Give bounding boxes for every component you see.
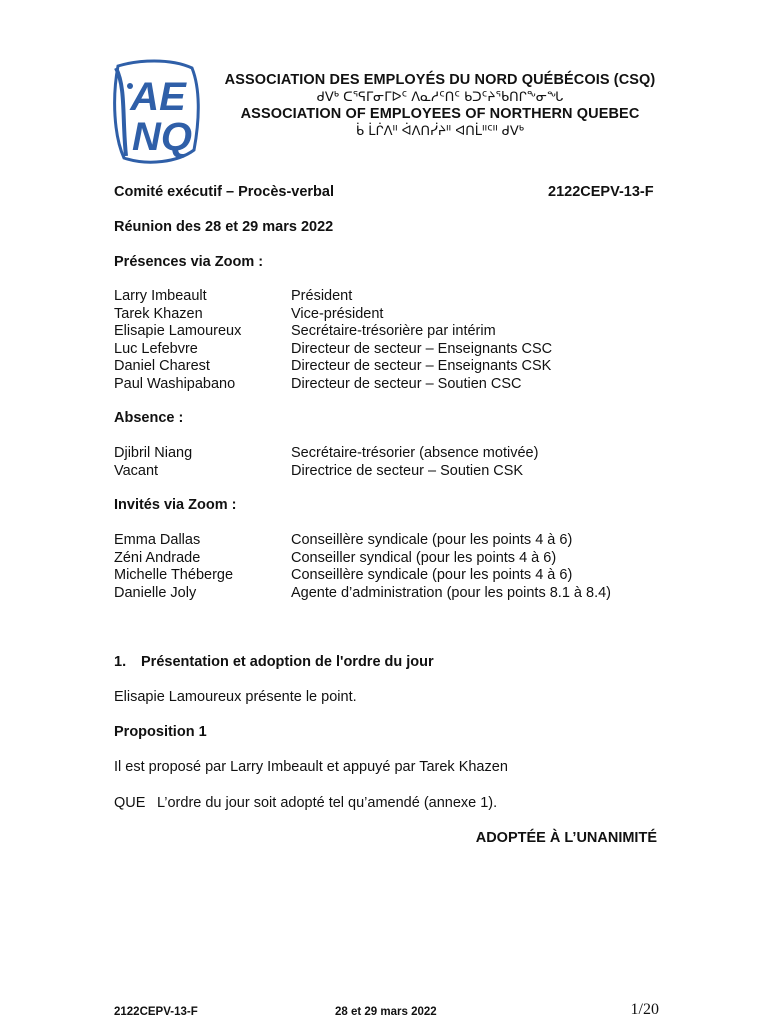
footer-code: 2122CEPV-13-F (114, 1006, 198, 1018)
association-header (190, 72, 690, 140)
invites-heading: Invités via Zoom : (114, 497, 237, 513)
presence-name: Elisapie Lamoureux (114, 323, 242, 340)
absence-names (114, 445, 192, 480)
absence-heading: Absence : (114, 410, 184, 426)
presence-name: Paul Washipabano (114, 375, 236, 392)
footer-date: 28 et 29 mars 2022 (335, 1006, 437, 1018)
invites-names (114, 532, 233, 602)
invite-name: Danielle Joly (114, 584, 197, 601)
section-number: 1. (114, 654, 127, 670)
presence-name: Luc Lefebvre (114, 340, 198, 357)
presences-roles (291, 288, 552, 394)
presence-role: Secrétaire-trésorière par intérim (291, 323, 496, 340)
presences-names (114, 288, 241, 394)
document-code: 2122CEPV-13-F (548, 184, 654, 200)
header-line-en: ASSOCIATION OF EMPLOYEES OF NORTHERN QUEBEC (240, 106, 640, 122)
header-line-cree: ᑳ ᒫᒌᐱᐦ ᐋᐱᑎᓰᔨᐦ ᐊᑎᒫᐦᑦᐦ ᑯᐯᒃ (355, 124, 525, 139)
presence-role: Directeur de secteur – Enseignants CSC (291, 340, 553, 357)
invite-name: Emma Dallas (114, 532, 201, 548)
absence-role: Directrice de secteur – Soutien CSK (291, 462, 524, 479)
committee-title: Comité exécutif – Procès-verbal (114, 184, 335, 200)
invites-roles (291, 532, 611, 602)
absence-name: Vacant (114, 462, 159, 479)
section-title: Présentation et adoption de l'ordre du jour (141, 654, 434, 670)
que-text: L’ordre du jour soit adopté tel qu’amendé (annexe 1). (157, 795, 498, 811)
invite-role: Conseillère syndicale (pour les points 4 à 6) (291, 532, 573, 548)
presence-name: Tarek Khazen (114, 305, 203, 322)
invite-name: Zéni Andrade (114, 549, 201, 566)
presenter-text: Elisapie Lamoureux présente le point. (114, 689, 357, 705)
presence-name: Daniel Charest (114, 358, 210, 375)
proposition-label: Proposition 1 (114, 724, 207, 740)
absence-name: Djibril Niang (114, 445, 193, 461)
adoption-result: ADOPTÉE À L’UNANIMITÉ (475, 830, 657, 846)
page-number: 1/20 (630, 1001, 659, 1018)
meeting-date: Réunion des 28 et 29 mars 2022 (114, 219, 334, 235)
presence-name: Larry Imbeault (114, 288, 207, 304)
presence-role: Vice-président (291, 305, 384, 322)
absence-roles (291, 445, 538, 480)
proposed-text: Il est proposé par Larry Imbeault et appuyé par Tarek Khazen (114, 759, 508, 775)
absence-role: Secrétaire-trésorier (absence motivée) (291, 445, 539, 461)
que-label: QUE (114, 795, 146, 811)
presence-role: Directeur de secteur – Enseignants CSK (291, 358, 552, 375)
svg-text:AE: AE (130, 75, 186, 119)
invite-role: Conseillère syndicale (pour les points 4 à 6) (291, 567, 573, 584)
invite-name: Michelle Théberge (114, 567, 234, 584)
invite-role: Conseiller syndical (pour les points 4 à 6) (291, 549, 557, 566)
invite-role: Agente d’administration (pour les points 8.1 à 8.4) (291, 584, 611, 601)
svg-text:NQ: NQ (132, 115, 192, 159)
header-line-fr: ASSOCIATION DES EMPLOYÉS DU NORD QUÉBÉCOIS (CSQ) (224, 72, 656, 88)
presence-role: Directeur de secteur – Soutien CSC (291, 375, 522, 392)
header-line-inuktitut: ᑯᐯᒃ ᑕᕐᕋᒥᓂᒥᐅᑦ ᐱᓇᓱᑦᑎᑦ ᑲᑐᑦᔨᖃᑎᒋᖕᓂᖓ (316, 90, 564, 105)
presences-heading: Présences via Zoom : (114, 254, 264, 270)
presence-role: Président (291, 288, 353, 304)
